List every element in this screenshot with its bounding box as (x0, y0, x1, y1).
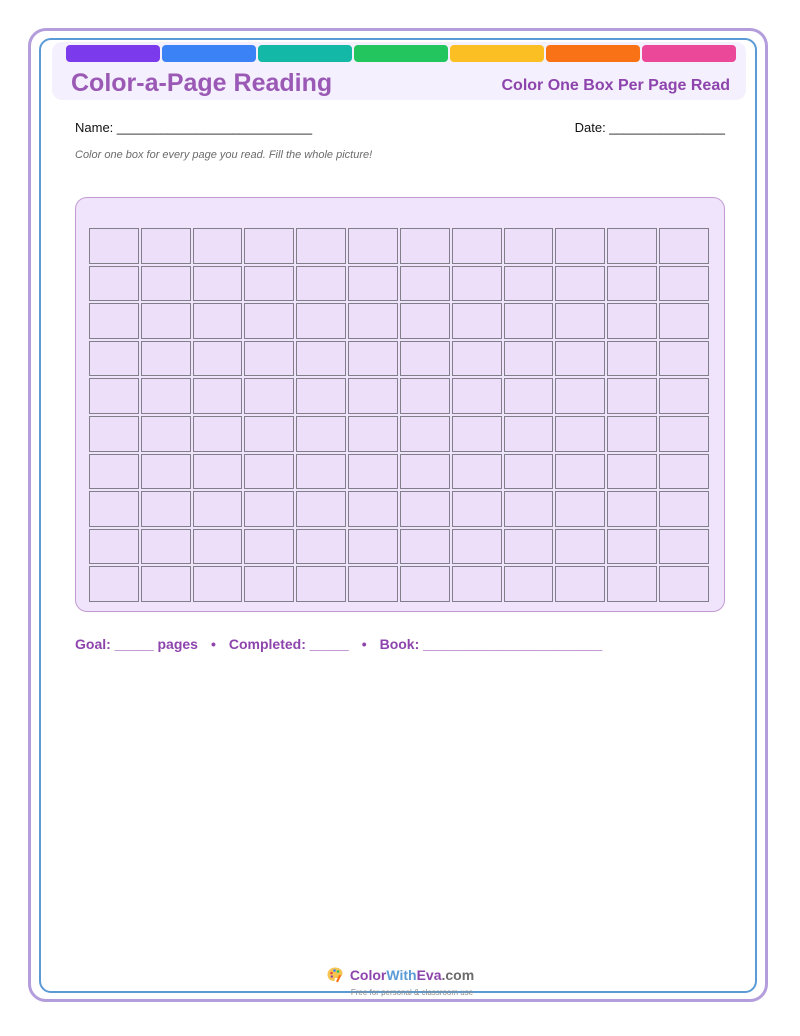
page-box[interactable] (296, 416, 346, 452)
page-box[interactable] (193, 454, 243, 490)
page-box[interactable] (296, 228, 346, 264)
page-box[interactable] (659, 378, 709, 414)
reading-tracker-line (75, 636, 602, 652)
page-box[interactable] (400, 378, 450, 414)
page-box[interactable] (141, 416, 191, 452)
brand-name (350, 967, 474, 983)
page-box-grid (89, 228, 709, 602)
page-box[interactable] (555, 341, 605, 377)
page-box[interactable] (555, 303, 605, 339)
page-box[interactable] (348, 416, 398, 452)
page-box[interactable] (296, 529, 346, 565)
page-box[interactable] (244, 378, 294, 414)
page-box[interactable] (89, 454, 139, 490)
page-box[interactable] (452, 416, 502, 452)
page-box[interactable] (244, 529, 294, 565)
page-box[interactable] (348, 378, 398, 414)
page-box[interactable] (607, 454, 657, 490)
brand-part-eva: Eva (416, 967, 442, 983)
page-box[interactable] (504, 378, 554, 414)
page-subtitle: Color One Box Per Page Read (501, 77, 730, 94)
page-box[interactable] (504, 454, 554, 490)
page-box[interactable] (296, 341, 346, 377)
page-box[interactable] (244, 491, 294, 527)
page-box[interactable] (452, 341, 502, 377)
page-box[interactable] (244, 566, 294, 602)
page-box[interactable] (659, 228, 709, 264)
page-box[interactable] (193, 566, 243, 602)
page-box[interactable] (659, 303, 709, 339)
page-box[interactable] (400, 491, 450, 527)
page-box[interactable] (555, 266, 605, 302)
brand-logo-link[interactable] (326, 966, 474, 984)
page-box[interactable] (452, 303, 502, 339)
page-box[interactable] (193, 378, 243, 414)
page-box[interactable] (400, 416, 450, 452)
footer (0, 966, 800, 997)
page-box[interactable] (400, 303, 450, 339)
page-box[interactable] (555, 378, 605, 414)
page-box[interactable] (504, 341, 554, 377)
page-box[interactable] (89, 529, 139, 565)
page-box[interactable] (659, 416, 709, 452)
page-box[interactable] (659, 266, 709, 302)
page-box[interactable] (296, 491, 346, 527)
page-box[interactable] (400, 228, 450, 264)
color-strip-segment (258, 45, 352, 62)
page-box[interactable] (244, 228, 294, 264)
page-box[interactable] (607, 228, 657, 264)
page-box[interactable] (193, 491, 243, 527)
brand-part-with: With (386, 967, 417, 983)
page-box[interactable] (89, 228, 139, 264)
page-box[interactable] (555, 529, 605, 565)
color-strip-segment (162, 45, 256, 62)
page-box[interactable] (659, 529, 709, 565)
page-title: Color-a-Page Reading (71, 69, 333, 97)
page-box[interactable] (244, 416, 294, 452)
name-field[interactable]: Name: ___________________________ (75, 120, 313, 135)
date-field[interactable]: Date: ________________ (574, 120, 725, 135)
page-box[interactable] (296, 566, 346, 602)
page-box[interactable] (400, 266, 450, 302)
page-box[interactable] (296, 454, 346, 490)
page-box[interactable] (452, 491, 502, 527)
footer-tagline: Free for personal & classroom use (350, 988, 474, 997)
page-box[interactable] (607, 566, 657, 602)
page-box[interactable] (244, 266, 294, 302)
page-box[interactable] (244, 303, 294, 339)
page-box[interactable] (555, 454, 605, 490)
page-box[interactable] (555, 416, 605, 452)
page-box[interactable] (504, 303, 554, 339)
page-box[interactable] (296, 378, 346, 414)
color-strip-segment (546, 45, 640, 62)
goal-field[interactable]: Goal: _____ pages (75, 636, 198, 652)
page-box[interactable] (400, 341, 450, 377)
page-box[interactable] (607, 266, 657, 302)
page-box[interactable] (452, 454, 502, 490)
page-box[interactable] (296, 266, 346, 302)
page-box[interactable] (193, 303, 243, 339)
page-box[interactable] (141, 341, 191, 377)
color-strip-segment (354, 45, 448, 62)
page-box[interactable] (504, 491, 554, 527)
page-box[interactable] (607, 341, 657, 377)
page-box[interactable] (607, 416, 657, 452)
color-strip-segment (450, 45, 544, 62)
completed-field[interactable]: Completed: _____ (228, 636, 349, 652)
separator-dot: • (361, 636, 367, 652)
page-box[interactable] (348, 454, 398, 490)
separator-dot: • (210, 636, 216, 652)
page-box[interactable] (555, 491, 605, 527)
page-box[interactable] (141, 228, 191, 264)
page-box[interactable] (504, 529, 554, 565)
page-box[interactable] (348, 529, 398, 565)
page-box[interactable] (244, 341, 294, 377)
page-box[interactable] (348, 566, 398, 602)
page-box[interactable] (659, 454, 709, 490)
page-box[interactable] (607, 529, 657, 565)
page-box[interactable] (141, 529, 191, 565)
page-box[interactable] (348, 228, 398, 264)
page-box[interactable] (193, 228, 243, 264)
page-box[interactable] (659, 566, 709, 602)
page-box[interactable] (348, 303, 398, 339)
page-box[interactable] (89, 303, 139, 339)
page-box[interactable] (296, 303, 346, 339)
page-box[interactable] (555, 566, 605, 602)
page-box[interactable] (89, 566, 139, 602)
page-box[interactable] (555, 228, 605, 264)
color-strip-segment (66, 45, 160, 62)
page-box[interactable] (141, 378, 191, 414)
page-box[interactable] (89, 266, 139, 302)
page-box[interactable] (607, 491, 657, 527)
page-box[interactable] (141, 454, 191, 490)
page-box[interactable] (89, 378, 139, 414)
page-box[interactable] (193, 416, 243, 452)
page-box[interactable] (504, 266, 554, 302)
brand-part-domain: .com (441, 967, 475, 983)
page-box[interactable] (607, 303, 657, 339)
book-field[interactable]: Book: _______________________ (379, 636, 603, 652)
page-box[interactable] (400, 566, 450, 602)
page-box[interactable] (141, 266, 191, 302)
page-box[interactable] (141, 566, 191, 602)
page-box[interactable] (452, 266, 502, 302)
page-box[interactable] (400, 454, 450, 490)
page-box[interactable] (659, 491, 709, 527)
page-box[interactable] (244, 454, 294, 490)
page-box[interactable] (452, 566, 502, 602)
page-box[interactable] (400, 529, 450, 565)
instructions-text: Color one box for every page you read. Fill the whole picture! (75, 149, 373, 161)
page-box[interactable] (193, 266, 243, 302)
page-box[interactable] (193, 341, 243, 377)
rainbow-color-strip (66, 45, 736, 62)
page-box[interactable] (659, 341, 709, 377)
page-box[interactable] (504, 228, 554, 264)
page-box[interactable] (452, 529, 502, 565)
page-box[interactable] (89, 341, 139, 377)
page-box[interactable] (348, 491, 398, 527)
page-box[interactable] (89, 491, 139, 527)
page-box[interactable] (452, 378, 502, 414)
page-box[interactable] (348, 266, 398, 302)
page-box[interactable] (193, 529, 243, 565)
page-box[interactable] (607, 378, 657, 414)
page-box[interactable] (504, 566, 554, 602)
page-box[interactable] (141, 303, 191, 339)
page-box[interactable] (452, 228, 502, 264)
brand-part-color: Color (349, 967, 387, 983)
color-strip-segment (642, 45, 736, 62)
page-box[interactable] (504, 416, 554, 452)
palette-icon (326, 966, 344, 984)
page-box[interactable] (141, 491, 191, 527)
page-box[interactable] (89, 416, 139, 452)
page-box[interactable] (348, 341, 398, 377)
